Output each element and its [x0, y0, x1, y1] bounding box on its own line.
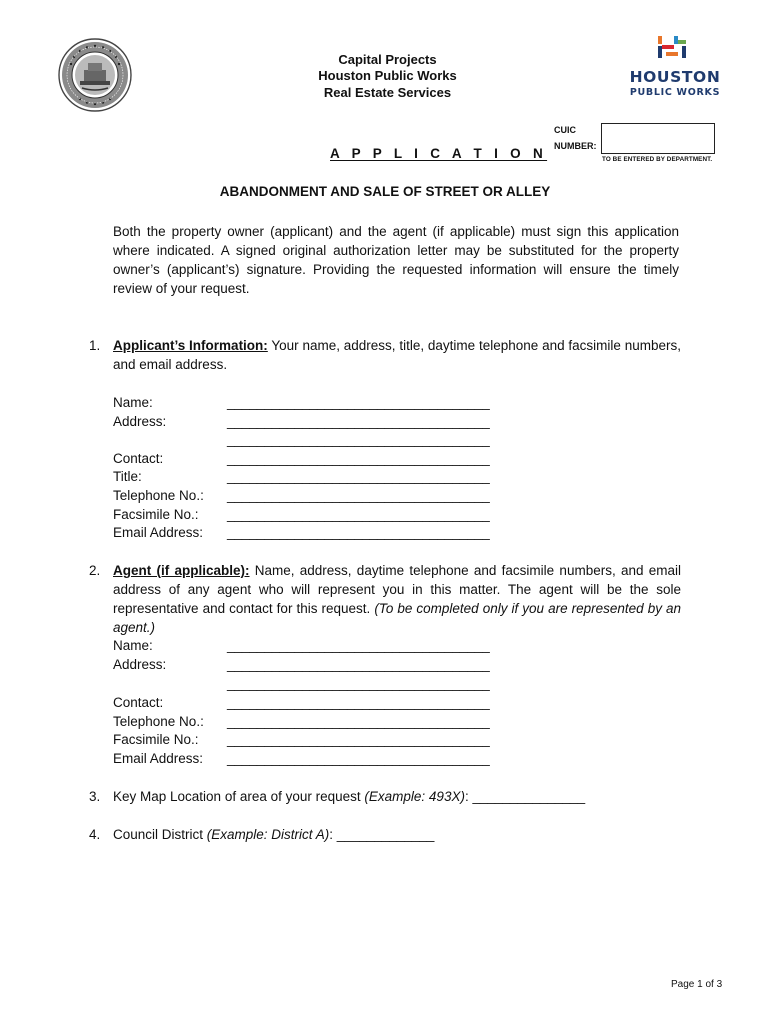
header-houston-public-works: Houston Public Works: [318, 68, 457, 83]
agent-telephone-label: Telephone No.:: [113, 714, 204, 729]
agent-facsimile-field[interactable]: ___________________________________: [227, 732, 490, 747]
cuic-label: CUIC: [554, 125, 576, 135]
applicant-name-label: Name:: [113, 395, 153, 410]
agent-name-field[interactable]: ___________________________________: [227, 638, 490, 653]
agent-address-field-2[interactable]: ___________________________________: [227, 676, 490, 691]
applicant-facsimile-field[interactable]: ___________________________________: [227, 507, 490, 522]
header-capital-projects: Capital Projects: [338, 52, 437, 67]
council-district-example: (Example: District A): [206, 827, 330, 842]
applicant-email-field[interactable]: ___________________________________: [227, 525, 490, 540]
houston-public-works-logo: [624, 34, 724, 100]
page-number: Page 1 of 3: [671, 979, 723, 990]
agent-telephone-field[interactable]: ___________________________________: [227, 714, 490, 729]
section-2-number: 2.: [89, 563, 101, 578]
agent-email-label: Email Address:: [113, 751, 204, 766]
section-2-text: Name, address, daytime telephone and facsimile numbers, and email address of any agent who will represent you in this matter. The agent will be the sole representative and contact for this request.: [113, 563, 681, 616]
section-1-number: 1.: [89, 338, 101, 353]
cuic-note: TO BE ENTERED BY DEPARTMENT.: [602, 156, 713, 163]
cuic-number-field[interactable]: [601, 123, 715, 154]
section-2-description: [113, 561, 681, 637]
council-district-field[interactable]: [113, 825, 681, 844]
section-3-number: 3.: [89, 789, 101, 804]
key-map-location-label: Key Map Location of area of your request: [113, 789, 365, 804]
council-district-label: Council District: [113, 827, 207, 842]
application-title: A P P L I C A T I O N: [330, 146, 548, 161]
applicant-address-field-2[interactable]: ___________________________________: [227, 432, 490, 447]
applicant-address-label: Address:: [113, 414, 167, 429]
section-1-text: Your name, address, title, daytime telephone and facsimile numbers, and email address.: [113, 338, 682, 372]
key-map-example: (Example: 493X): [364, 789, 465, 804]
logo-houston-word: HOUSTON: [629, 68, 721, 86]
key-map-blank: : _______________: [464, 789, 586, 804]
applicant-contact-label: Contact:: [113, 451, 164, 466]
applicant-title-field[interactable]: ___________________________________: [227, 469, 490, 484]
section-4-number: 4.: [89, 827, 101, 842]
agent-contact-label: Contact:: [113, 695, 164, 710]
intro-paragraph: Both the property owner (applicant) and the agent (if applicable) must sign this application where indicated. A signed original authorization letter may be substituted for the property owner’s (applicant’s) signature. Providing the requested information will ensure the timely review of your request.: [113, 224, 679, 296]
applicant-telephone-label: Telephone No.:: [113, 488, 204, 503]
agent-facsimile-label: Facsimile No.:: [113, 732, 199, 747]
agent-name-label: Name:: [113, 638, 153, 653]
council-district-blank: : _____________: [329, 827, 435, 842]
section-2-note: (To be completed only if you are represented by an agent.): [113, 601, 681, 635]
logo-public-works-word: PUBLIC WORKS: [629, 87, 721, 98]
section-1-heading: Applicant’s Information:: [113, 338, 268, 353]
applicant-address-field[interactable]: ___________________________________: [227, 414, 490, 429]
applicant-email-label: Email Address:: [113, 525, 204, 540]
section-2-heading: Agent (if applicable):: [113, 563, 250, 578]
agent-address-field[interactable]: ___________________________________: [227, 657, 490, 672]
section-1-description: [113, 336, 681, 374]
applicant-title-label: Title:: [113, 469, 142, 484]
agent-email-field[interactable]: ___________________________________: [227, 751, 490, 766]
applicant-name-field[interactable]: ___________________________________: [227, 395, 490, 410]
applicant-facsimile-label: Facsimile No.:: [113, 507, 199, 522]
agent-contact-field[interactable]: ___________________________________: [227, 695, 490, 710]
applicant-contact-field[interactable]: ___________________________________: [227, 451, 490, 466]
applicant-telephone-field[interactable]: ___________________________________: [227, 488, 490, 503]
agent-address-label: Address:: [113, 657, 167, 672]
key-map-location-field[interactable]: [113, 787, 681, 806]
cuic-number-label: NUMBER:: [554, 141, 597, 151]
header-real-estate-services: Real Estate Services: [323, 85, 452, 100]
form-subject: ABANDONMENT AND SALE OF STREET OR ALLEY: [219, 184, 551, 199]
city-seal-icon: [58, 38, 132, 112]
